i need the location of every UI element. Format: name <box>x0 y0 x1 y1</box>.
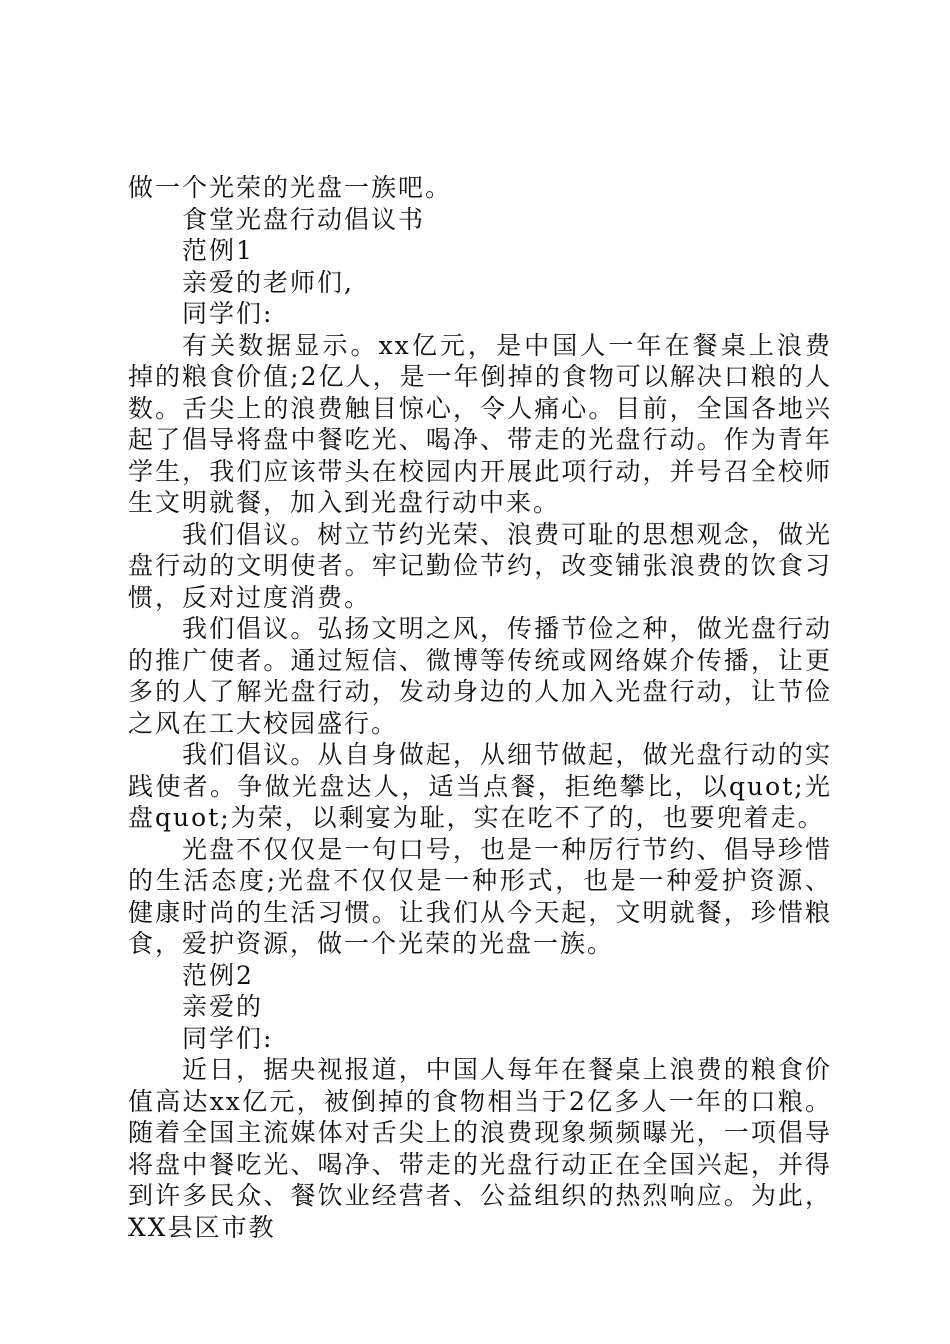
paragraph: 近日，据央视报道，中国人每年在餐桌上浪费的粮食价值高达xx亿元，被倒掉的食物相当于2亿多人一年的口粮。随着全国主流媒体对舌尖上的浪费现象频频曝光，一项倡导将盘中餐吃光、喝净、带走的光盘行动正在全国兴起，并得到许多民众、餐饮业经营者、公益组织的热烈响应。为此，XX县区市教 <box>128 1055 832 1242</box>
salutation: 同学们: <box>182 1023 274 1053</box>
document-title: 食堂光盘行动倡议书 <box>182 204 426 234</box>
paragraph: 我们倡议。从自身做起，从细节做起，做光盘行动的实践使者。争做光盘达人，适当点餐，拒绝攀比，以quot;光盘quot;为荣，以剩宴为耻，实在吃不了的，也要兜着走。 <box>128 740 832 832</box>
salutation: 亲爱的 <box>182 992 264 1021</box>
paragraph: 我们倡议。弘扬文明之风，传播节俭之种，做光盘行动的推广使者。通过短信、微博等传统或网络媒介传播，让更多的人了解光盘行动，发动身边的人加入光盘行动，让节俭之风在工大校园盛行。 <box>128 614 832 738</box>
paragraph: 光盘不仅仅是一句口号，也是一种厉行节约、倡导珍惜的生活态度;光盘不仅仅是一种形式，也是一种爱护资源、健康时尚的生活习惯。让我们从今天起，文明就餐，珍惜粮食，爱护资源，做一个光荣的光盘一族。 <box>128 834 832 958</box>
example-heading: 范例2 <box>182 960 254 990</box>
document-body <box>128 172 832 1243</box>
salutation: 同学们: <box>182 299 274 328</box>
paragraph: 做一个光荣的光盘一族吧。 <box>128 173 453 202</box>
example-heading: 范例1 <box>182 236 254 265</box>
paragraph: 有关数据显示。xx亿元，是中国人一年在餐桌上浪费掉的粮食价值;2亿人，是一年倒掉的食物可以解决口粮的人数。舌尖上的浪费触目惊心，令人痛心。目前，全国各地兴起了倡导将盘中餐吃光、喝净、带走的光盘行动。作为青年学生，我们应该带头在校园内开展此项行动，并号召全校师生文明就餐，加入到光盘行动中来。 <box>128 330 832 517</box>
salutation: 亲爱的老师们, <box>182 267 354 297</box>
paragraph: 我们倡议。树立节约光荣、浪费可耻的思想观念，做光盘行动的文明使者。牢记勤俭节约，改变铺张浪费的饮食习惯，反对过度消费。 <box>128 519 832 612</box>
